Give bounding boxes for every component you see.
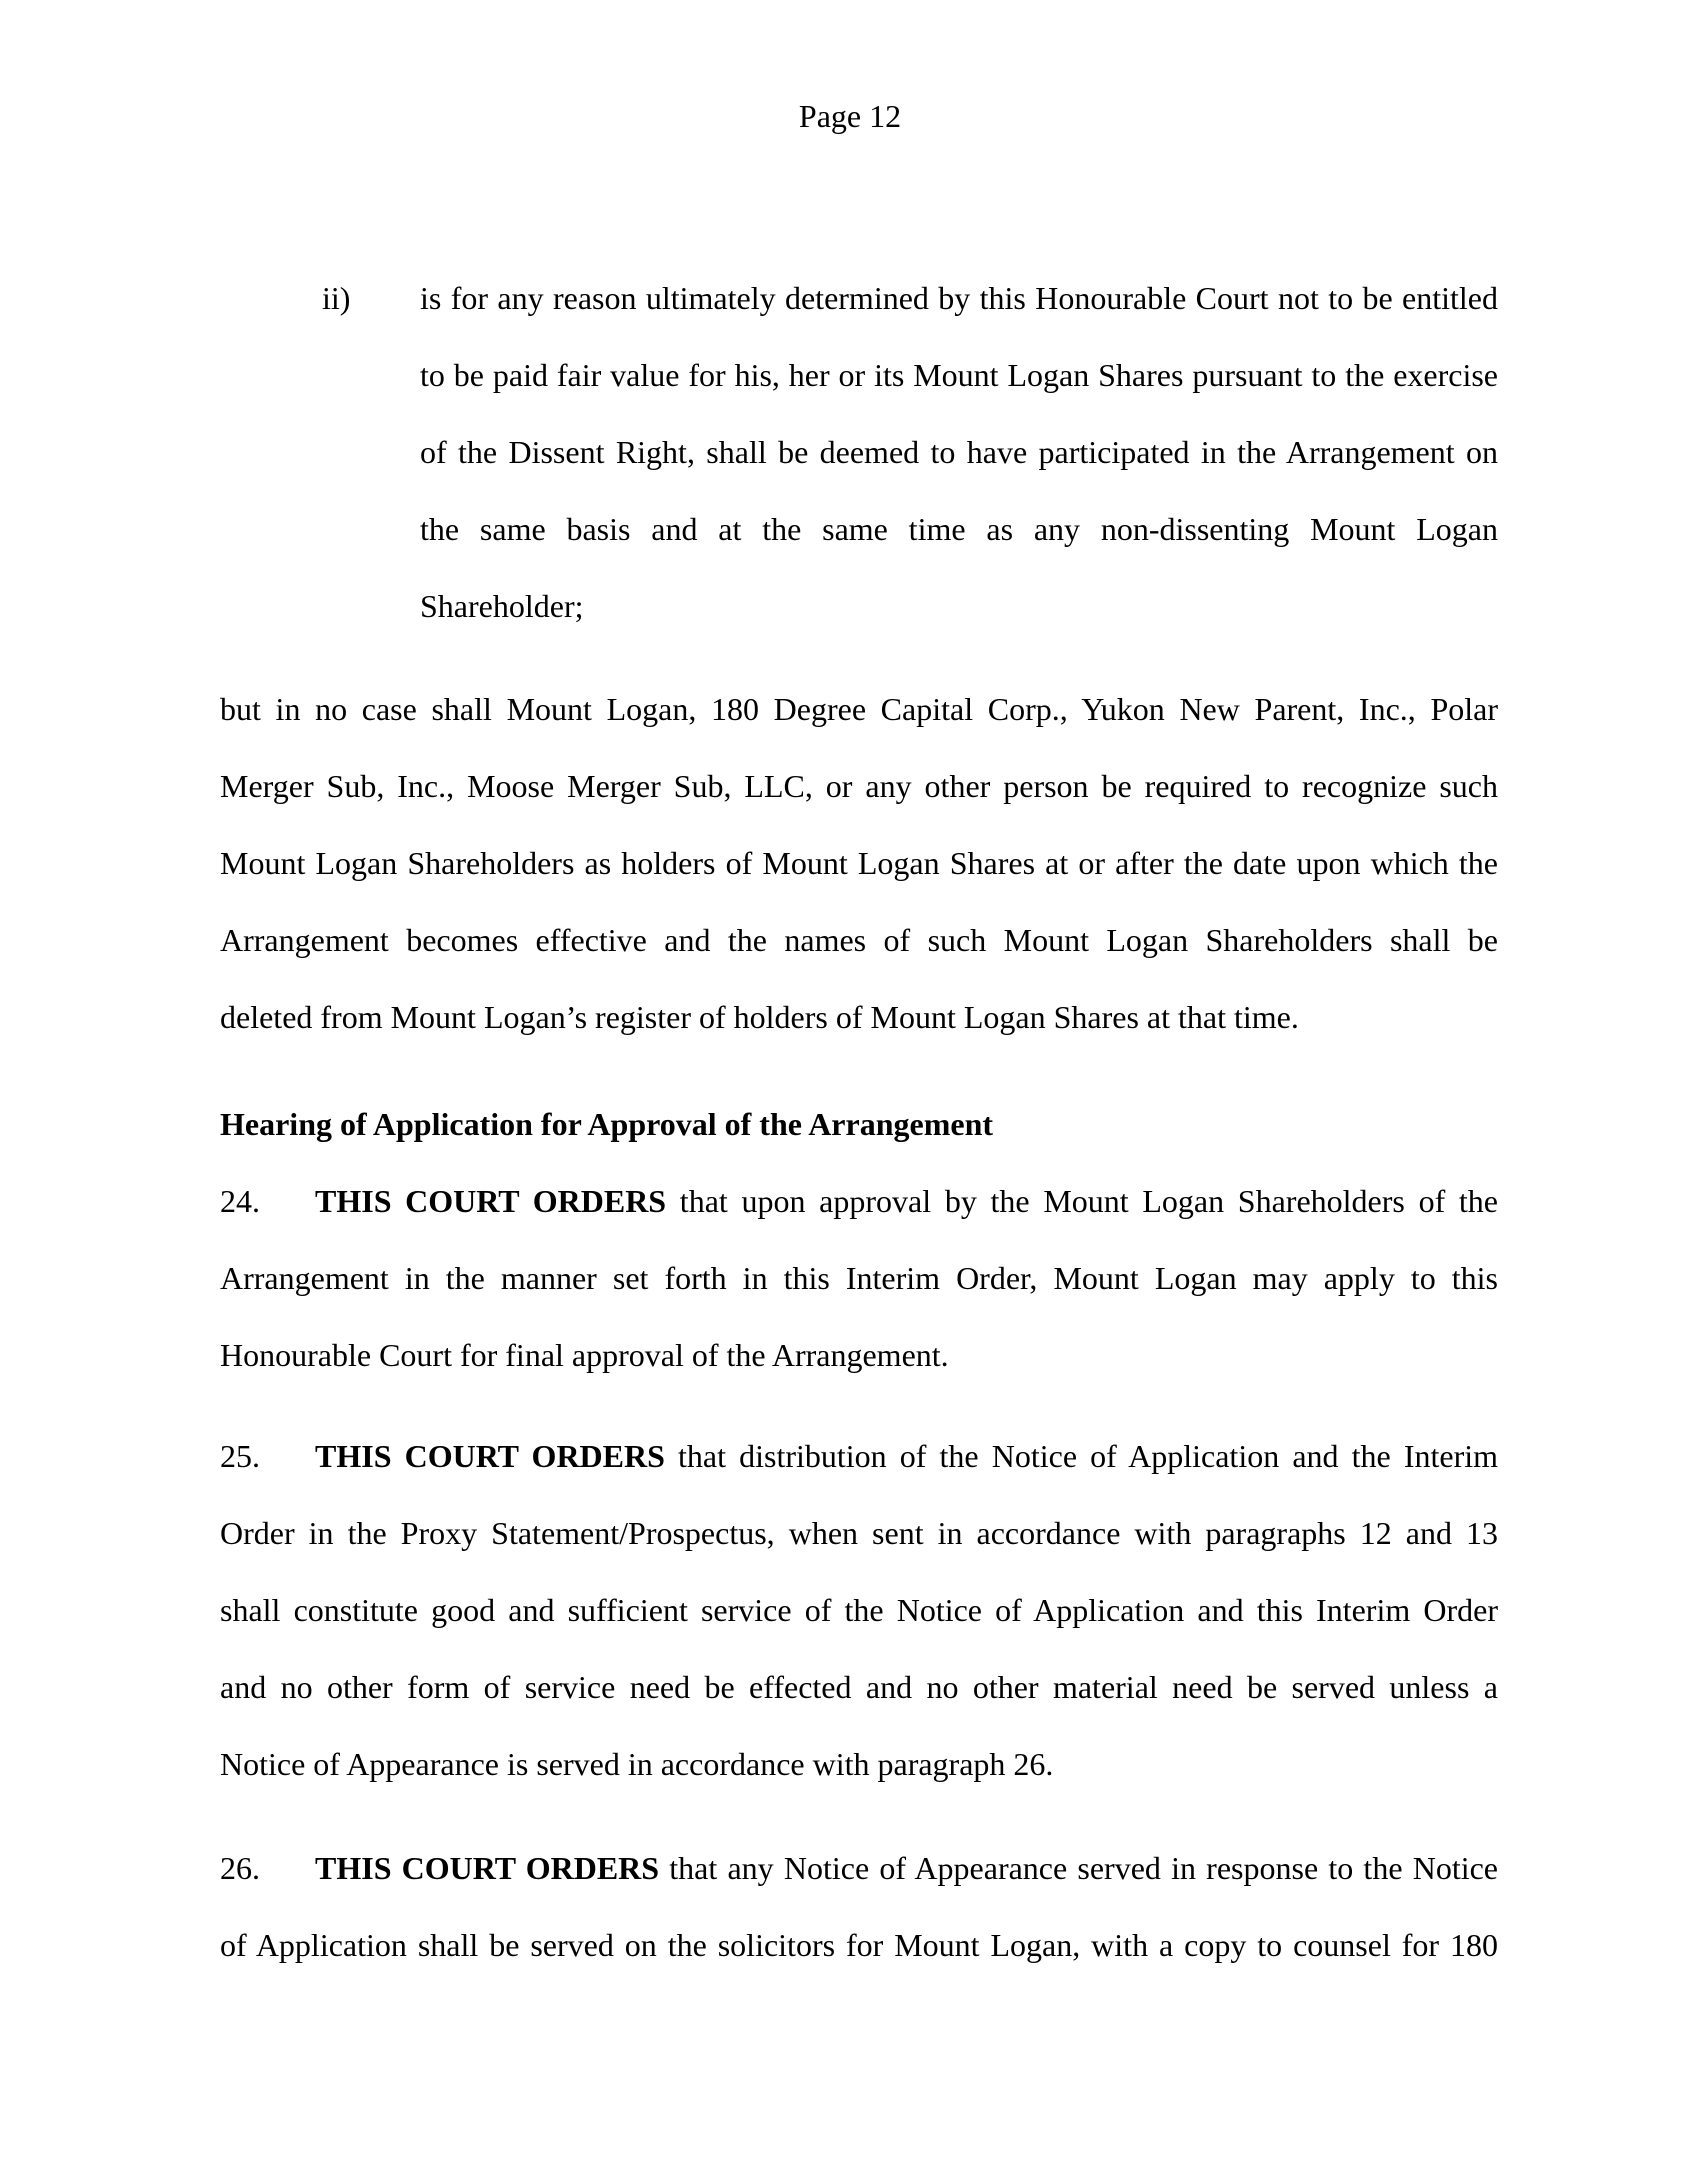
text-line: shall constitute good and sufficient service of the Notice of Application and this Interim Order bbox=[220, 1592, 1498, 1628]
text-line: but in no case shall Mount Logan, 180 Degree Capital Corp., Yukon New Parent, Inc., Polar bbox=[220, 691, 1498, 727]
document-body bbox=[0, 260, 1700, 1984]
text-line bbox=[220, 1163, 1498, 1240]
text-line bbox=[220, 1418, 1498, 1495]
court-orders-bold: THIS COURT ORDERS bbox=[315, 1850, 660, 1886]
text-segment: that any Notice of Appearance served in response to the Notice bbox=[659, 1850, 1499, 1886]
page-number: Page 12 bbox=[798, 98, 902, 134]
text-line: deleted from Mount Logan’s register of holders of Mount Logan Shares at that time. bbox=[220, 999, 1299, 1035]
court-orders-bold: THIS COURT ORDERS bbox=[315, 1183, 667, 1219]
text-line: Mount Logan Shareholders as holders of Mount Logan Shares at or after the date upon which the bbox=[220, 845, 1498, 881]
text-line: the same basis and at the same time as any non-dissenting Mount Logan bbox=[420, 511, 1498, 547]
paragraph-number: 26. bbox=[220, 1850, 260, 1886]
text-line: Merger Sub, Inc., Moose Merger Sub, LLC, or any other person be required to recognize such bbox=[220, 768, 1498, 804]
text-line: Notice of Appearance is served in accordance with paragraph 26. bbox=[220, 1746, 1054, 1782]
text-segment: is for any reason ultimately determined by this Honourable Court not to be entitled bbox=[420, 280, 1498, 316]
section-heading: Hearing of Application for Approval of the Arrangement bbox=[220, 1106, 994, 1142]
text-line: to be paid fair value for his, her or its Mount Logan Shares pursuant to the exercise bbox=[420, 357, 1498, 393]
paragraph-26 bbox=[220, 1830, 1498, 1984]
list-item-ii bbox=[220, 260, 1498, 645]
text-line: Order in the Proxy Statement/Prospectus, when sent in accordance with paragraphs 12 and 13 bbox=[220, 1515, 1498, 1551]
text-line bbox=[322, 260, 1498, 337]
text-line: Shareholder; bbox=[420, 588, 584, 624]
text-line: Arrangement becomes effective and the names of such Mount Logan Shareholders shall be bbox=[220, 922, 1498, 958]
court-orders-bold: THIS COURT ORDERS bbox=[315, 1438, 665, 1474]
paragraph-number: 25. bbox=[220, 1438, 260, 1474]
text-line: Honourable Court for final approval of the Arrangement. bbox=[220, 1337, 949, 1373]
text-line: of the Dissent Right, shall be deemed to have participated in the Arrangement on bbox=[420, 434, 1498, 470]
text-segment: that distribution of the Notice of Application and the Interim bbox=[664, 1438, 1499, 1474]
text-line: and no other form of service need be effected and no other material need be served unless a bbox=[220, 1669, 1498, 1705]
text-segment: that upon approval by the Mount Logan Shareholders of the bbox=[666, 1183, 1499, 1219]
text-line bbox=[220, 1830, 1498, 1907]
paragraph-but-in-no-case bbox=[220, 671, 1498, 1056]
paragraph-24 bbox=[220, 1163, 1498, 1394]
paragraph-25 bbox=[220, 1418, 1498, 1803]
paragraph-number: 24. bbox=[220, 1183, 260, 1219]
text-line: Arrangement in the manner set forth in this Interim Order, Mount Logan may apply to this bbox=[220, 1260, 1498, 1296]
text-line: of Application shall be served on the solicitors for Mount Logan, with a copy to counsel for 180 bbox=[220, 1927, 1498, 1963]
list-marker-ii: ii) bbox=[322, 280, 351, 316]
